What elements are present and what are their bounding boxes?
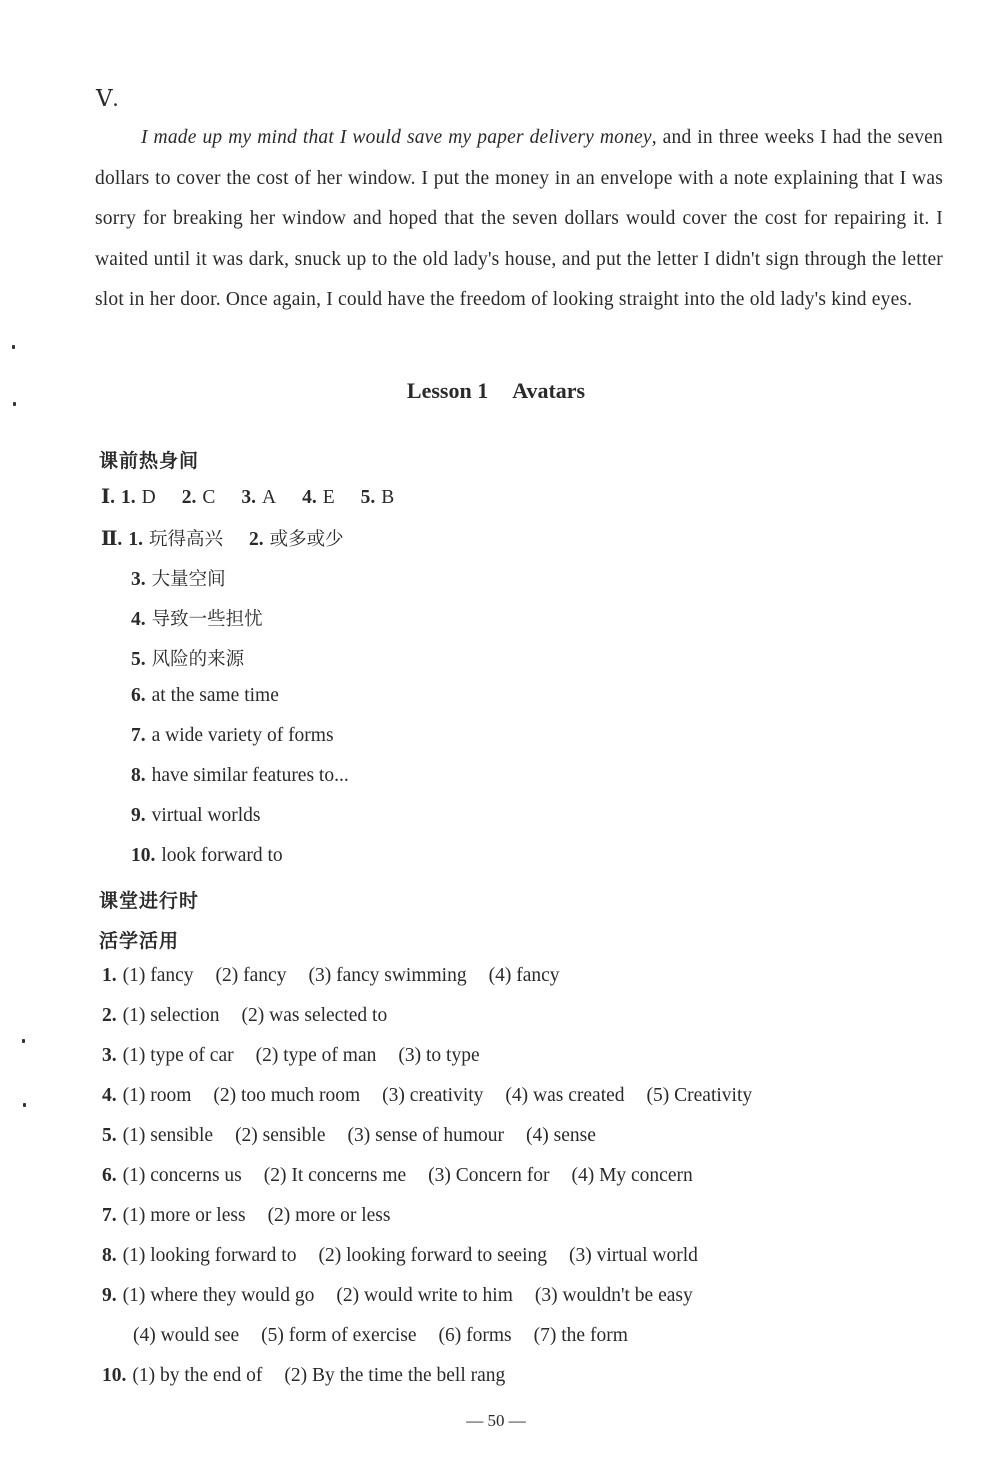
practice-answer: (1) sensible (122, 1125, 214, 1146)
part1-item-num: 2. (181, 487, 197, 508)
practice-answer: (2) too much room (213, 1085, 361, 1106)
part2-item-text: 风险的来源 (151, 649, 245, 670)
part1-item-answer: A (261, 487, 277, 508)
part1-item-answer: E (322, 487, 335, 508)
part1-item-answer: B (381, 487, 395, 508)
lesson-name: Avatars (512, 378, 586, 403)
scan-speck (13, 402, 16, 406)
part1-item-answer: D (141, 487, 156, 508)
part1-item-num: 3. (241, 487, 256, 508)
lesson-title (0, 378, 992, 404)
practice-answer: (2) sensible (235, 1125, 326, 1146)
lesson-number: Lesson 1 (406, 378, 489, 403)
practice-row (102, 1005, 387, 1027)
practice-answer: (5) form of exercise (261, 1325, 417, 1346)
practice-answer: (4) sense (526, 1125, 596, 1146)
part2-row (131, 765, 349, 787)
part2-item-text: look forward to (161, 845, 283, 866)
part2-row (101, 525, 344, 551)
practice-row (102, 1125, 596, 1147)
practice-row (133, 1325, 628, 1347)
part2-item-text: 导致一些担忧 (151, 609, 263, 630)
part2-item-text: virtual worlds (151, 805, 261, 826)
practice-answer: (4) was created (505, 1085, 625, 1106)
practice-num: 2. (102, 1005, 117, 1026)
practice-answer: (2) fancy (215, 965, 287, 986)
practice-answer: (1) type of car (122, 1045, 234, 1066)
practice-num: 5. (102, 1125, 117, 1146)
practice-row (102, 1205, 391, 1227)
practice-row (102, 1245, 698, 1267)
part2-item-text: 玩得高兴 (148, 529, 223, 550)
practice-answer: (3) Concern for (428, 1165, 550, 1186)
practice-num: 9. (102, 1285, 117, 1306)
practice-num: 4. (102, 1085, 117, 1106)
story-paragraph (95, 118, 943, 321)
practice-answer: (2) type of man (255, 1045, 377, 1066)
practice-answer: (6) forms (438, 1325, 512, 1346)
practice-answer: (4) My concern (571, 1165, 693, 1186)
part2-item-num: 4. (131, 609, 146, 630)
section-mark: Ⅴ. (96, 86, 119, 111)
practice-row (102, 1045, 480, 1067)
practice-answer: (1) selection (122, 1005, 220, 1026)
part2-item-num: 2. (248, 529, 264, 550)
part2-row (131, 605, 263, 631)
practice-num: 3. (102, 1045, 117, 1066)
part1-item-num: 4. (302, 487, 317, 508)
practice-num: 1. (102, 965, 117, 986)
practice-num: 10. (102, 1365, 127, 1386)
practice-num: 6. (102, 1165, 117, 1186)
part2-item-text: have similar features to... (151, 765, 349, 786)
practice-answer: (7) the form (533, 1325, 628, 1346)
practice-num: 7. (102, 1205, 117, 1226)
part2-row (131, 565, 226, 591)
part2-row (131, 645, 244, 671)
practice-answer: (1) room (122, 1085, 192, 1106)
practice-answer: (3) creativity (382, 1085, 484, 1106)
practice-answer: (2) It concerns me (263, 1165, 407, 1186)
part2-item-num: 5. (131, 649, 146, 670)
part2-row (131, 805, 260, 827)
practice-answer: (2) looking forward to seeing (318, 1245, 547, 1266)
part2-item-num: 6. (131, 685, 146, 706)
heading-practice: 活学活用 (99, 930, 180, 952)
practice-answer: (3) to type (398, 1045, 480, 1066)
practice-row (102, 1085, 752, 1107)
paragraph-lead: I made up my mind that I would save my paper delivery money (141, 127, 652, 148)
scan-speck (12, 345, 15, 349)
paragraph-rest: , and in three weeks I had the seven dollars to cover the cost of her window. I put the money in an envelope with a note explaining that I was sorry for breaking her window and hoped that the seven dollars would cover the cost for repairing it. I waited until it was dark, snuck up to the old lady's house, and put the letter I didn't sign through the letter slot in her door. Once again, I could have the freedom of looking straight into the old lady's kind eyes. (95, 127, 943, 310)
part2-item-text: 大量空间 (151, 569, 226, 590)
practice-answer: (3) fancy swimming (308, 965, 467, 986)
practice-row (102, 965, 560, 987)
practice-answer: (1) fancy (122, 965, 194, 986)
part2-item-num: 9. (131, 805, 146, 826)
part2-item-text: a wide variety of forms (151, 725, 334, 746)
practice-answer: (2) By the time the bell rang (284, 1365, 506, 1386)
practice-answer: (3) virtual world (569, 1245, 698, 1266)
practice-answer: (5) Creativity (646, 1085, 753, 1106)
part2-item-text: at the same time (151, 685, 279, 706)
practice-row (102, 1165, 693, 1187)
part1-item-answer: C (202, 487, 216, 508)
practice-answer: (3) sense of humour (347, 1125, 505, 1146)
practice-answer: (2) more or less (267, 1205, 391, 1226)
scan-speck (23, 1103, 26, 1107)
part2-label: Ⅱ. (101, 529, 123, 550)
practice-answer: (1) more or less (122, 1205, 246, 1226)
practice-answer: (4) would see (133, 1325, 240, 1346)
part2-row (131, 845, 283, 867)
practice-answer: (2) was selected to (241, 1005, 388, 1026)
practice-answer: (3) wouldn't be easy (534, 1285, 693, 1306)
practice-num: 8. (102, 1245, 117, 1266)
scan-speck (22, 1039, 25, 1043)
practice-answer: (1) where they would go (122, 1285, 315, 1306)
part1-item-num: 1. (121, 487, 136, 508)
practice-answer: (4) fancy (488, 965, 560, 986)
practice-answer: (2) would write to him (336, 1285, 513, 1306)
heading-warmup: 课前热身间 (99, 450, 200, 472)
part2-item-text: 或多或少 (269, 529, 344, 550)
part2-item-num: 7. (131, 725, 146, 746)
practice-answer: (1) by the end of (132, 1365, 263, 1386)
practice-answer: (1) looking forward to (122, 1245, 297, 1266)
part1-label: Ⅰ. (101, 487, 115, 508)
page-number: — 50 — (466, 1411, 526, 1430)
practice-row (102, 1285, 693, 1307)
part1-row (101, 485, 394, 509)
part2-row (131, 725, 334, 747)
part2-row (131, 685, 279, 707)
part2-item-num: 3. (131, 569, 146, 590)
practice-row (102, 1365, 505, 1387)
heading-inclass: 课堂进行时 (99, 890, 200, 912)
part2-item-num: 10. (131, 845, 156, 866)
part2-item-num: 1. (128, 529, 143, 550)
part2-item-num: 8. (131, 765, 146, 786)
part1-item-num: 5. (360, 487, 376, 508)
practice-answer: (1) concerns us (122, 1165, 242, 1186)
